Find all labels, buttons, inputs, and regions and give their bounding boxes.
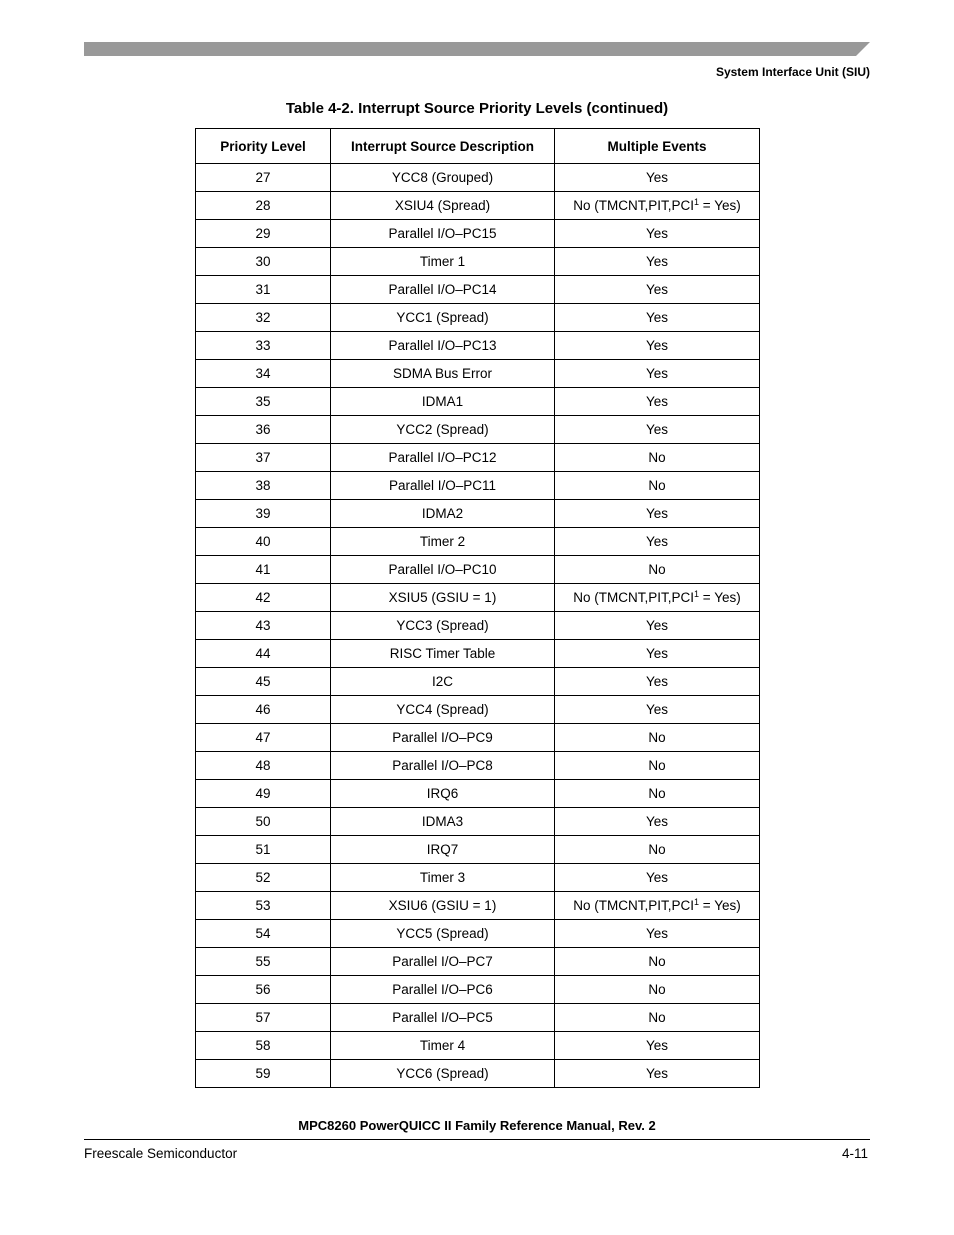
multiple-events-text: Yes — [645, 282, 669, 297]
source-description-cell: IDMA1 — [331, 388, 555, 416]
priority-level-cell: 51 — [196, 836, 331, 864]
multiple-events-text: Yes — [645, 366, 669, 381]
source-description-cell: Parallel I/O–PC14 — [331, 276, 555, 304]
multiple-events-cell — [555, 276, 760, 304]
priority-level-cell: 52 — [196, 864, 331, 892]
multiple-events-text: No — [648, 1010, 666, 1025]
source-description-cell: Parallel I/O–PC10 — [331, 556, 555, 584]
multiple-events-text: Yes — [645, 422, 669, 437]
priority-level-cell: 47 — [196, 724, 331, 752]
multiple-events-text: No — [648, 450, 666, 465]
source-description-cell: Parallel I/O–PC9 — [331, 724, 555, 752]
footer-company: Freescale Semiconductor — [84, 1146, 238, 1161]
multiple-events-text: No — [648, 730, 666, 745]
priority-level-cell: 38 — [196, 472, 331, 500]
priority-level-cell: 45 — [196, 668, 331, 696]
table-row — [196, 388, 760, 416]
multiple-events-cell — [555, 920, 760, 948]
multiple-events-cell — [555, 472, 760, 500]
source-description-cell: YCC8 (Grouped) — [331, 164, 555, 192]
multiple-events-cell — [555, 1032, 760, 1060]
priority-level-cell: 41 — [196, 556, 331, 584]
priority-level-cell: 32 — [196, 304, 331, 332]
header-bar — [84, 42, 870, 56]
source-description-cell: XSIU4 (Spread) — [331, 192, 555, 220]
priority-level-cell: 39 — [196, 500, 331, 528]
multiple-events-cell — [555, 444, 760, 472]
priority-level-cell: 50 — [196, 808, 331, 836]
source-description-cell: YCC3 (Spread) — [331, 612, 555, 640]
multiple-events-text: Yes — [645, 1038, 669, 1053]
multiple-events-cell — [555, 724, 760, 752]
priority-level-cell: 53 — [196, 892, 331, 920]
table-body — [196, 164, 760, 1088]
source-description-cell: IDMA3 — [331, 808, 555, 836]
multiple-events-cell — [555, 304, 760, 332]
source-description-cell: RISC Timer Table — [331, 640, 555, 668]
priority-level-cell: 37 — [196, 444, 331, 472]
multiple-events-text: No (TMCNT,PIT,PCI — [573, 898, 695, 913]
multiple-events-cell — [555, 696, 760, 724]
source-description-cell: Parallel I/O–PC5 — [331, 1004, 555, 1032]
priority-level-cell: 49 — [196, 780, 331, 808]
footnote-marker: 1 — [694, 197, 700, 207]
section-title: System Interface Unit (SIU) — [715, 65, 870, 79]
table-row — [196, 304, 760, 332]
priority-level-cell: 27 — [196, 164, 331, 192]
table-row — [196, 500, 760, 528]
priority-level-cell: 34 — [196, 360, 331, 388]
table-row — [196, 920, 760, 948]
source-description-cell: Timer 2 — [331, 528, 555, 556]
multiple-events-text: Yes — [645, 646, 669, 661]
source-description-cell: Parallel I/O–PC15 — [331, 220, 555, 248]
multiple-events-text: Yes — [645, 394, 669, 409]
multiple-events-text: Yes — [645, 674, 669, 689]
table-row — [196, 948, 760, 976]
multiple-events-text: Yes — [645, 310, 669, 325]
source-description-cell: Parallel I/O–PC12 — [331, 444, 555, 472]
multiple-events-text: Yes — [645, 1066, 669, 1081]
table-row — [196, 192, 760, 220]
multiple-events-cell — [555, 192, 760, 220]
table-row — [196, 780, 760, 808]
source-description-cell: Parallel I/O–PC13 — [331, 332, 555, 360]
header-bar-shape — [84, 42, 870, 56]
source-description-cell: IDMA2 — [331, 500, 555, 528]
priority-level-cell: 40 — [196, 528, 331, 556]
multiple-events-cell — [555, 892, 760, 920]
priority-level-cell: 46 — [196, 696, 331, 724]
table-row — [196, 668, 760, 696]
source-description-cell: Parallel I/O–PC6 — [331, 976, 555, 1004]
source-description-cell: Parallel I/O–PC7 — [331, 948, 555, 976]
table-row — [196, 1032, 760, 1060]
manual-title: MPC8260 PowerQUICC II Family Reference Manual, Rev. 2 — [298, 1118, 656, 1133]
table-row — [196, 752, 760, 780]
table-row — [196, 416, 760, 444]
multiple-events-text: No — [648, 758, 666, 773]
priority-level-cell: 28 — [196, 192, 331, 220]
multiple-events-cell — [555, 1060, 760, 1088]
multiple-events-text: Yes — [645, 814, 669, 829]
multiple-events-cell — [555, 584, 760, 612]
multiple-events-text: Yes — [645, 926, 669, 941]
source-description-cell: I2C — [331, 668, 555, 696]
priority-level-cell: 43 — [196, 612, 331, 640]
multiple-events-suffix: = Yes) — [699, 198, 741, 213]
source-description-cell: Parallel I/O–PC8 — [331, 752, 555, 780]
footer-page-number: 4-11 — [841, 1146, 868, 1161]
table-row — [196, 444, 760, 472]
table-row — [196, 892, 760, 920]
table-row — [196, 724, 760, 752]
multiple-events-cell — [555, 360, 760, 388]
multiple-events-text: No — [648, 954, 666, 969]
multiple-events-suffix: = Yes) — [699, 898, 741, 913]
multiple-events-text: Yes — [645, 702, 669, 717]
table-row — [196, 332, 760, 360]
table-row — [196, 528, 760, 556]
table-caption: Table 4-2. Interrupt Source Priority Levels (continued) — [285, 100, 669, 117]
source-description-cell: YCC1 (Spread) — [331, 304, 555, 332]
source-description-cell: YCC6 (Spread) — [331, 1060, 555, 1088]
source-description-cell: IRQ6 — [331, 780, 555, 808]
column-header-source-description: Interrupt Source Description — [331, 129, 555, 164]
multiple-events-text: No — [648, 562, 666, 577]
multiple-events-text: No — [648, 842, 666, 857]
priority-level-cell: 55 — [196, 948, 331, 976]
source-description-cell: YCC2 (Spread) — [331, 416, 555, 444]
multiple-events-cell — [555, 640, 760, 668]
priority-level-cell: 54 — [196, 920, 331, 948]
table-row — [196, 220, 760, 248]
source-description-cell: XSIU6 (GSIU = 1) — [331, 892, 555, 920]
table-row — [196, 836, 760, 864]
table-row — [196, 808, 760, 836]
multiple-events-text: No (TMCNT,PIT,PCI — [573, 590, 695, 605]
multiple-events-cell — [555, 948, 760, 976]
multiple-events-cell — [555, 836, 760, 864]
multiple-events-cell — [555, 164, 760, 192]
table-row — [196, 864, 760, 892]
table-row — [196, 976, 760, 1004]
column-header-priority-level: Priority Level — [196, 129, 331, 164]
priority-level-cell: 59 — [196, 1060, 331, 1088]
multiple-events-cell — [555, 752, 760, 780]
priority-level-cell: 56 — [196, 976, 331, 1004]
multiple-events-cell — [555, 528, 760, 556]
source-description-cell: YCC5 (Spread) — [331, 920, 555, 948]
footer-rule — [84, 1139, 870, 1140]
multiple-events-text: Yes — [645, 170, 669, 185]
source-description-cell: IRQ7 — [331, 836, 555, 864]
multiple-events-text: Yes — [645, 618, 669, 633]
multiple-events-text: No (TMCNT,PIT,PCI — [573, 198, 695, 213]
table-row — [196, 164, 760, 192]
table-row — [196, 696, 760, 724]
table-row — [196, 1060, 760, 1088]
multiple-events-cell — [555, 388, 760, 416]
footnote-marker: 1 — [694, 897, 700, 907]
multiple-events-cell — [555, 556, 760, 584]
multiple-events-text: No — [648, 786, 666, 801]
table-row — [196, 640, 760, 668]
multiple-events-text: No — [648, 478, 666, 493]
priority-level-cell: 33 — [196, 332, 331, 360]
priority-level-cell: 30 — [196, 248, 331, 276]
multiple-events-cell — [555, 864, 760, 892]
table-row — [196, 472, 760, 500]
multiple-events-cell — [555, 612, 760, 640]
table-row — [196, 276, 760, 304]
table-row — [196, 556, 760, 584]
priority-level-cell: 35 — [196, 388, 331, 416]
multiple-events-text: No — [648, 982, 666, 997]
multiple-events-cell — [555, 976, 760, 1004]
multiple-events-cell — [555, 416, 760, 444]
footnote-marker: 1 — [694, 589, 700, 599]
multiple-events-text: Yes — [645, 338, 669, 353]
multiple-events-cell — [555, 332, 760, 360]
multiple-events-text: Yes — [645, 226, 669, 241]
priority-level-cell: 48 — [196, 752, 331, 780]
source-description-cell: Parallel I/O–PC11 — [331, 472, 555, 500]
priority-level-cell: 58 — [196, 1032, 331, 1060]
multiple-events-text: Yes — [645, 870, 669, 885]
priority-level-cell: 36 — [196, 416, 331, 444]
priority-table — [195, 128, 760, 1088]
table-row — [196, 360, 760, 388]
source-description-cell: XSIU5 (GSIU = 1) — [331, 584, 555, 612]
table-header-row — [196, 129, 760, 164]
table-row — [196, 1004, 760, 1032]
priority-level-cell: 42 — [196, 584, 331, 612]
multiple-events-cell — [555, 248, 760, 276]
multiple-events-cell — [555, 220, 760, 248]
table-row — [196, 612, 760, 640]
source-description-cell: Timer 1 — [331, 248, 555, 276]
priority-level-cell: 31 — [196, 276, 331, 304]
multiple-events-text: Yes — [645, 254, 669, 269]
multiple-events-suffix: = Yes) — [699, 590, 741, 605]
table-row — [196, 248, 760, 276]
multiple-events-text: Yes — [645, 506, 669, 521]
table-row — [196, 584, 760, 612]
priority-level-cell: 29 — [196, 220, 331, 248]
source-description-cell: SDMA Bus Error — [331, 360, 555, 388]
column-header-multiple-events: Multiple Events — [555, 129, 760, 164]
source-description-cell: Timer 4 — [331, 1032, 555, 1060]
multiple-events-cell — [555, 668, 760, 696]
source-description-cell: YCC4 (Spread) — [331, 696, 555, 724]
multiple-events-cell — [555, 808, 760, 836]
multiple-events-cell — [555, 1004, 760, 1032]
multiple-events-text: Yes — [645, 534, 669, 549]
source-description-cell: Timer 3 — [331, 864, 555, 892]
priority-level-cell: 44 — [196, 640, 331, 668]
multiple-events-cell — [555, 500, 760, 528]
priority-level-cell: 57 — [196, 1004, 331, 1032]
multiple-events-cell — [555, 780, 760, 808]
